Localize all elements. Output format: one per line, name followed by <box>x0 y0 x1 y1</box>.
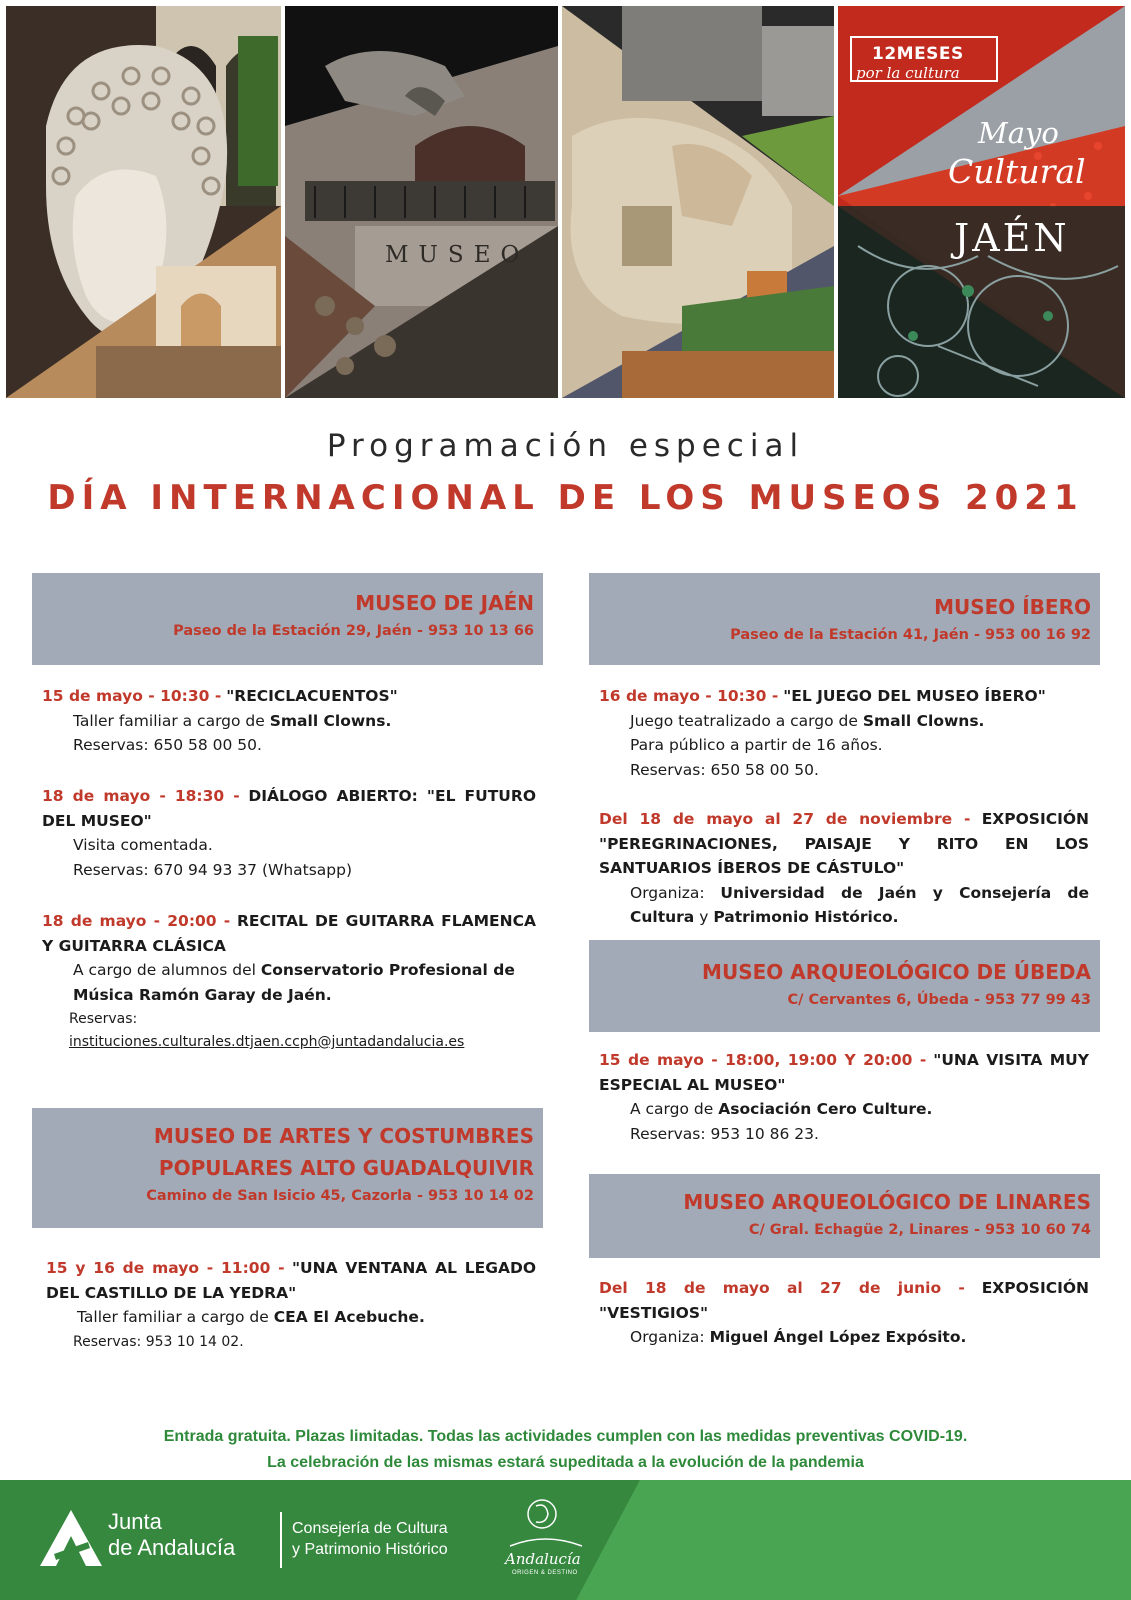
sculpture-illustration <box>6 6 281 398</box>
event-detail <box>599 709 1089 734</box>
footer-accent-band <box>576 1480 1131 1600</box>
consejeria-line-1: Consejería de Cultura <box>292 1520 448 1537</box>
event-detail <box>42 958 536 1007</box>
museo-ibero-address: Paseo de la Estación 41, Jaén - 953 00 16 92 <box>730 627 1091 643</box>
event-juego-museo-ibero <box>599 684 1089 782</box>
event-header <box>42 684 536 709</box>
event-detail-text: Taller familiar a cargo de <box>73 711 265 730</box>
tile-mayo-cultural <box>838 6 1125 398</box>
event-ventana-legado <box>46 1256 536 1354</box>
brand-12meses: 12MESES <box>872 44 964 64</box>
event-detail <box>42 709 536 734</box>
museo-jaen-box <box>32 573 543 665</box>
event-reservas-label: Reservas: <box>69 1011 138 1027</box>
notice-line-2: La celebración de las mismas estará supeditada a la evolución de la pandemia <box>267 1454 864 1471</box>
cultural-text: Cultural <box>948 152 1086 191</box>
museo-ibero-name: MUSEO ÍBERO <box>934 595 1091 619</box>
event-detail-text: Taller familiar a cargo de <box>77 1308 269 1326</box>
footer-bar <box>0 1480 1131 1600</box>
event-header <box>46 1256 536 1305</box>
event-title: "UNA VISITA MUY ESPECIAL AL MUSEO" <box>599 1051 1089 1094</box>
event-header <box>599 1048 1089 1097</box>
event-exposicion-vestigios <box>599 1276 1089 1350</box>
footer-divider <box>280 1512 282 1568</box>
event-reciclacuentos <box>42 684 536 758</box>
museo-linares-name: MUSEO ARQUEOLÓGICO DE LINARES <box>683 1190 1091 1214</box>
reservas-email-link[interactable]: instituciones.culturales.dtjaen.ccph@juntadandalucia.es <box>69 1034 465 1050</box>
organiza-label: Organiza: <box>630 1328 705 1346</box>
event-title: "RECICLACUENTOS" <box>226 687 398 705</box>
event-organizer: Small Clowns. <box>269 711 392 730</box>
museo-jaen-address: Paseo de la Estación 29, Jaén - 953 10 13 66 <box>173 623 534 639</box>
event-recital-guitarra <box>42 909 536 1053</box>
event-title: "UNA VENTANA AL LEGADO DEL CASTILLO DE LA YEDRA" <box>46 1259 536 1302</box>
event-organizer: Miguel Ángel López Expósito. <box>709 1328 967 1346</box>
museo-jaen-name: MUSEO DE JAÉN <box>355 591 534 615</box>
event-header <box>599 807 1089 881</box>
event-organizer: Universidad de Jaén y Consejería de Cultura <box>630 883 1089 926</box>
tile-museum-facade <box>285 6 558 398</box>
organiza-label: Organiza: <box>630 883 705 902</box>
event-title: "EL JUEGO DEL MUSEO ÍBERO" <box>783 687 1046 705</box>
event-organizer-2: Patrimonio Histórico. <box>713 908 899 926</box>
event-organizer: Conservatorio Profesional de Música Ramón Garay de Jaén. <box>73 961 515 1004</box>
event-detail <box>599 1097 1089 1122</box>
museo-ubeda-box <box>589 940 1100 1032</box>
event-date: Del 18 de mayo al 27 de noviembre - <box>599 810 971 828</box>
event-header <box>42 784 536 833</box>
relief-illustration <box>562 6 834 398</box>
consejeria-line-2: y Patrimonio Histórico <box>292 1541 448 1558</box>
event-date: 16 de mayo - 10:30 - <box>599 687 779 705</box>
de-andalucia-label: de Andalucía <box>108 1535 236 1560</box>
andalucia-wordmark: Andalucía <box>505 1550 581 1568</box>
organizer-connector: y <box>699 908 709 926</box>
event-date: 18 de mayo - 20:00 - <box>42 912 231 930</box>
jaen-text: JAÉN <box>954 216 1070 260</box>
event-header <box>42 909 536 958</box>
event-detail-text: A cargo de <box>630 1100 714 1118</box>
museo-artes-address: Camino de San Isicio 45, Cazorla - 953 10 14 02 <box>146 1188 534 1204</box>
event-date: 15 de mayo - 10:30 - <box>42 687 222 705</box>
event-detail: Visita comentada. <box>73 836 213 854</box>
junta-andalucia-logo-icon <box>40 1510 102 1566</box>
event-detail-text: Juego teatralizado a cargo de <box>630 711 858 730</box>
brand-por-la-cultura: por la cultura <box>856 64 960 82</box>
event-title: RECITAL DE GUITARRA FLAMENCA Y GUITARRA CLÁSICA <box>42 912 536 955</box>
event-detail <box>46 1305 536 1330</box>
header-collage <box>6 6 1125 398</box>
event-header <box>599 684 1089 709</box>
event-title: EXPOSICIÓN "VESTIGIOS" <box>599 1279 1089 1322</box>
event-organizer: CEA El Acebuche. <box>273 1308 425 1326</box>
event-date: Del 18 de mayo al 27 de junio - <box>599 1279 965 1297</box>
museo-artes-name-2: POPULARES ALTO GUADALQUIVIR <box>158 1156 534 1180</box>
andalucia-origen-destino-logo-icon <box>490 1488 600 1592</box>
event-reservas: Reservas: 953 10 14 02. <box>73 1333 244 1350</box>
event-organizer-line <box>599 881 1089 930</box>
event-reservas: Reservas: 953 10 86 23. <box>630 1124 819 1143</box>
andalucia-tagline: ORIGEN & DESTINO <box>512 1570 578 1576</box>
event-audience: Para público a partir de 16 años. <box>630 736 883 754</box>
event-organizer-line <box>599 1325 1089 1350</box>
event-date: 15 y 16 de mayo - 11:00 - <box>46 1259 285 1277</box>
event-organizer: Small Clowns. <box>862 711 985 730</box>
museo-ibero-box <box>589 573 1100 665</box>
event-visita-especial <box>599 1048 1089 1146</box>
event-detail-text: A cargo de alumnos del <box>73 961 256 979</box>
event-date: 18 de mayo - 18:30 - <box>42 787 240 805</box>
event-date: 15 de mayo - 18:00, 19:00 Y 20:00 - <box>599 1051 927 1069</box>
museo-ubeda-address: C/ Cervantes 6, Úbeda - 953 77 99 43 <box>787 992 1091 1008</box>
facade-illustration <box>285 6 558 398</box>
main-title: DÍA INTERNACIONAL DE LOS MUSEOS 2021 <box>47 478 1084 518</box>
event-reservas: Reservas: 650 58 00 50. <box>73 736 262 754</box>
event-reservas: Reservas: 650 58 00 50. <box>630 760 819 779</box>
mayo-text: Mayo <box>978 116 1059 150</box>
notice-line-1: Entrada gratuita. Plazas limitadas. Todas las actividades cumplen con las medidas preventivas COVID-19. <box>163 1428 968 1445</box>
event-title: DIÁLOGO ABIERTO: "EL FUTURO DEL MUSEO" <box>42 787 536 830</box>
subtitle: Programación especial <box>326 428 805 464</box>
museo-linares-box <box>589 1174 1100 1258</box>
museo-artes-box <box>32 1108 543 1228</box>
museo-carving: MUSEO <box>385 242 530 268</box>
event-exposicion-peregrinaciones <box>599 807 1089 930</box>
junta-label: Junta <box>108 1509 162 1534</box>
tile-stone-relief <box>562 6 834 398</box>
event-dialogo-abierto <box>42 784 536 882</box>
event-organizer: Asociación Cero Culture. <box>718 1100 933 1118</box>
museo-artes-name-1: MUSEO DE ARTES Y COSTUMBRES <box>153 1124 534 1148</box>
museo-ubeda-name: MUSEO ARQUEOLÓGICO DE ÚBEDA <box>702 960 1091 984</box>
event-reservas: Reservas: 670 94 93 37 (Whatsapp) <box>73 860 353 879</box>
museo-linares-address: C/ Gral. Echagüe 2, Linares - 953 10 60 74 <box>748 1222 1091 1238</box>
event-title: EXPOSICIÓN "PEREGRINACIONES, PAISAJE Y RITO EN LOS SANTUARIOS ÍBEROS DE CÁSTULO" <box>599 810 1089 877</box>
event-header <box>599 1276 1089 1325</box>
tile-sculpture-photo <box>6 6 281 398</box>
